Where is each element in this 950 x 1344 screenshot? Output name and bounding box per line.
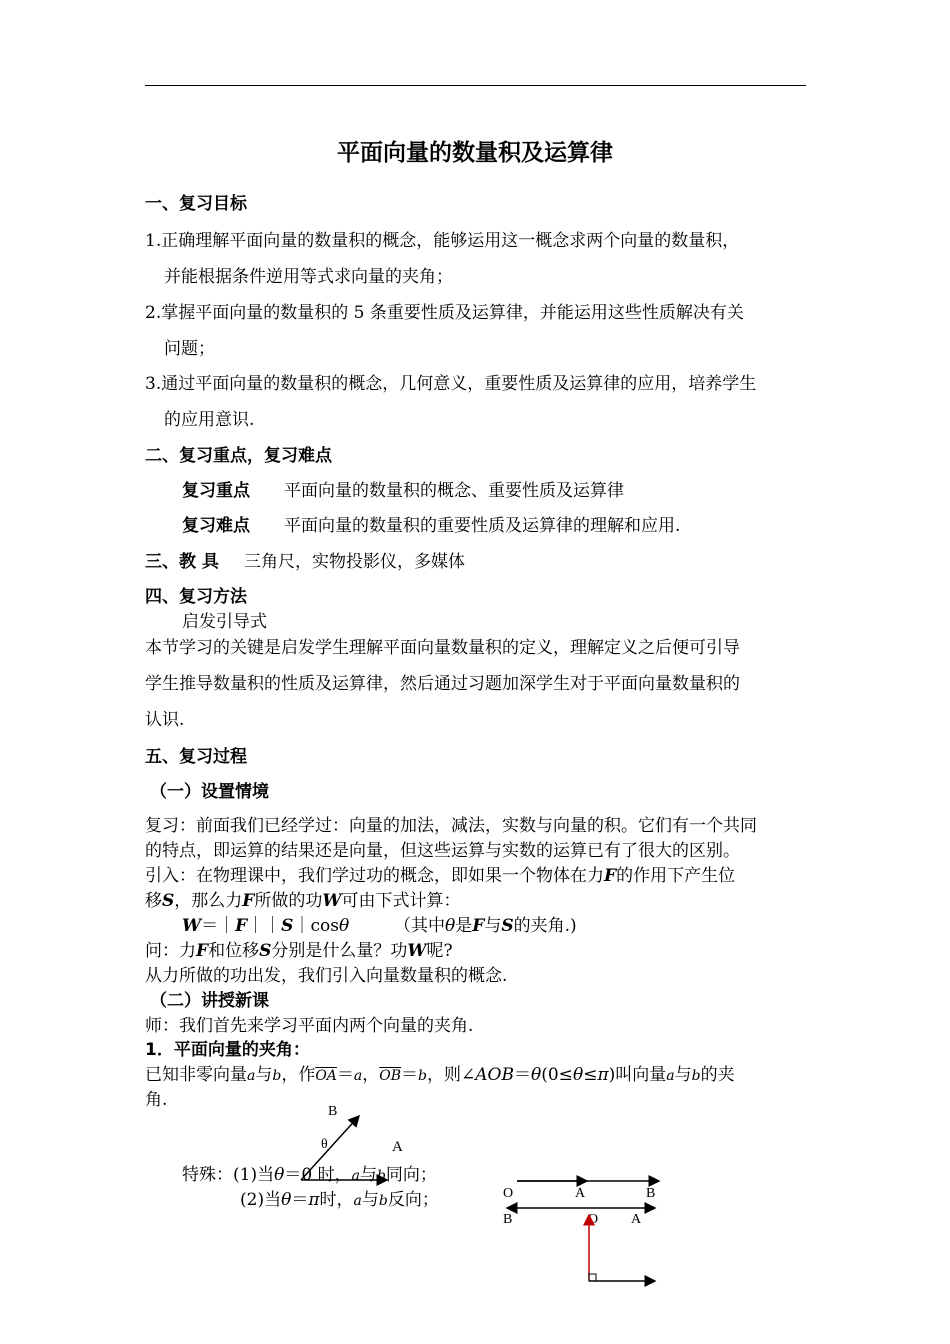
label-a-1: A [575, 1186, 586, 1201]
objective-2-line-2: 问题； [164, 339, 215, 359]
objective-1-line-1: 1.正确理解平面向量的数量积的概念，能够运用这一概念求两个向量的数量积， [145, 231, 740, 251]
special-case-1: 特殊：(1)当θ＝0 时，a与b同向； [182, 1165, 437, 1185]
section-5-heading: 五、复习过程 [145, 747, 247, 767]
label-a: A [392, 1139, 403, 1155]
force-symbol: F [604, 866, 617, 886]
difficult-points-text: 平面向量的数量积的重要性质及运算律的理解和应用. [284, 516, 681, 536]
difficult-points-label: 复习难点 [182, 516, 250, 536]
angle-definition-line-1: 已知非零向量a与b，作$\overline{OA}=a$，$\overline{OB}=b$，则∠AOB＝θ(0≤θ≤π)叫向量a与b的夹 [145, 1065, 735, 1085]
label-o-1: O [503, 1186, 514, 1201]
review-line-2: 的特点，即运算的结果还是向量，但这些运算与实数的运算已有了很大的区别。 [145, 841, 740, 861]
objective-3-line-2: 的应用意识. [164, 410, 255, 430]
label-b-2: B [503, 1212, 513, 1227]
subsection-1-heading: （一）设置情境 [150, 782, 269, 802]
formula-note: （其中θ是F与S的夹角.) [394, 916, 577, 936]
objective-2-line-1: 2.掌握平面向量的数量积的 5 条重要性质及运算律，并能运用这些性质解决有关 [145, 303, 744, 323]
method-para-line-3: 认识. [145, 710, 185, 730]
intro-line-2: 移S，那么力F所做的功W可由下式计算： [145, 891, 461, 911]
section-2-heading: 二、复习重点，复习难点 [145, 446, 332, 466]
section-4-heading: 四、复习方法 [145, 587, 247, 607]
teacher-line: 师：我们首先来学习平面内两个向量的夹角. [145, 1016, 474, 1036]
intro-line-1: 引入：在物理课中，我们学过功的概念，即如果一个物体在力F的作用下产生位 [145, 866, 736, 886]
objective-3-line-1: 3.通过平面向量的数量积的概念，几何意义，重要性质及运算律的应用，培养学生 [145, 374, 757, 394]
key-points-label: 复习重点 [182, 481, 250, 501]
label-o-2: O [588, 1212, 599, 1227]
right-angle-mark [589, 1274, 596, 1281]
direction-figure [495, 1165, 670, 1290]
key-points-text: 平面向量的数量积的概念、重要性质及运算律 [284, 481, 624, 501]
header-rule [145, 85, 806, 86]
section-1-heading: 一、复习目标 [145, 194, 247, 214]
objective-1-line-2: 并能根据条件逆用等式求向量的夹角； [164, 267, 453, 287]
label-b: B [328, 1104, 338, 1119]
from-work-line: 从力所做的功出发，我们引入向量数量积的概念. [145, 966, 508, 986]
label-b-1: B [646, 1186, 656, 1201]
question-line: 问：力F和位移S分别是什么量？功W呢? [145, 941, 453, 961]
label-a-2: A [631, 1212, 642, 1227]
review-line-1: 复习：前面我们已经学过：向量的加法，减法，实数与向量的积。它们有一个共同 [145, 816, 757, 836]
teaching-tools-text: 三角尺，实物投影仪，多媒体 [244, 552, 465, 572]
angle-definition-line-2: 角. [145, 1090, 168, 1110]
label-theta: θ [321, 1137, 328, 1152]
method-para-line-1: 本节学习的关键是启发学生理解平面向量数量积的定义，理解定义之后便可引导 [145, 638, 740, 658]
method-para-line-2: 学生推导数量积的性质及运算律，然后通过习题加深学生对于平面向量数量积的 [145, 674, 740, 694]
page-title: 平面向量的数量积及运算律 [337, 140, 613, 166]
special-case-2: (2)当θ＝π时，a与b反向； [240, 1190, 439, 1210]
method-text: 启发引导式 [182, 612, 267, 632]
subsection-2-heading: （二）讲授新课 [150, 991, 269, 1011]
section-3-heading: 三、教 具 [145, 552, 219, 572]
angle-definition-heading: 1．平面向量的夹角： [145, 1040, 310, 1060]
work-formula: W＝｜F｜｜S｜cosθ [182, 916, 350, 936]
